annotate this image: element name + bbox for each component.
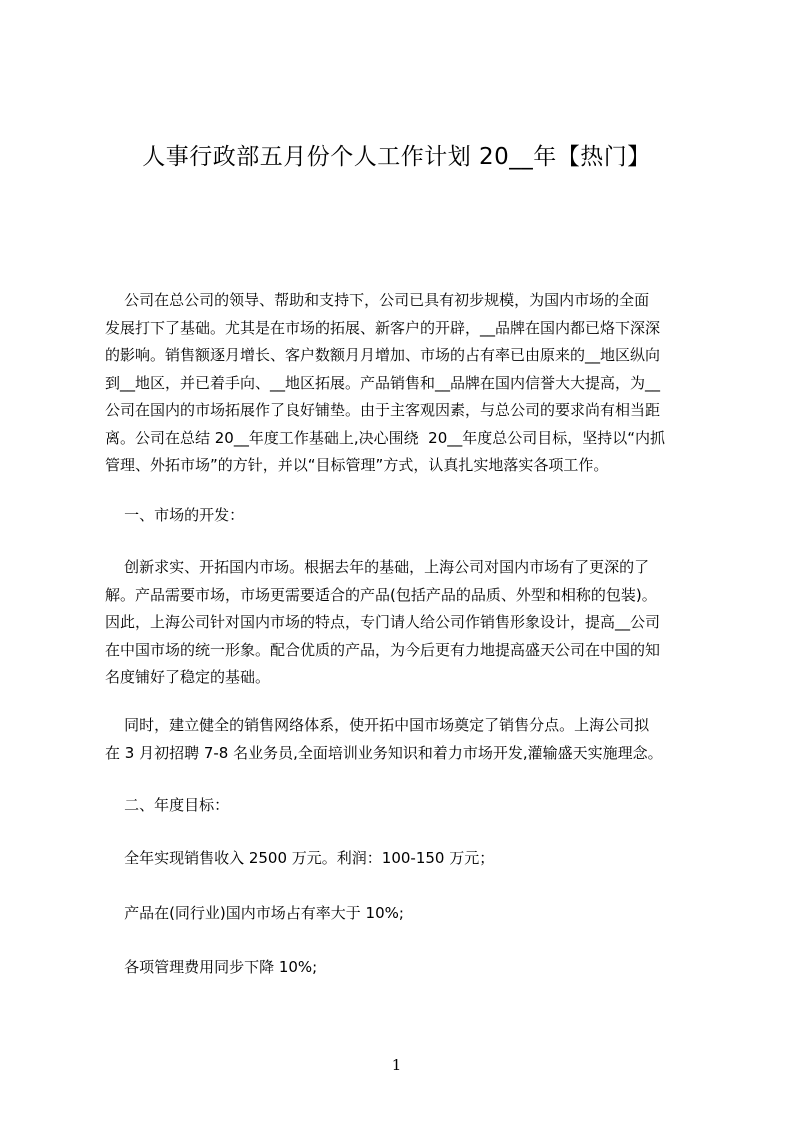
text-line: 的影响。销售额逐月增长、客户数额月月增加、市场的占有率已由原来的__地区纵向: [105, 346, 661, 364]
document-title: 人事行政部五月份个人工作计划 20__年【热门】: [142, 144, 651, 170]
page-number: 1: [391, 1056, 402, 1074]
text-line: 公司在总公司的领导、帮助和支持下，公司已具有初步规模，为国内市场的全面: [105, 291, 650, 309]
text-line: 全年实现销售收入 2500 万元。利润：100-150 万元；: [105, 849, 495, 867]
text-line: 发展打下了基础。尤其是在市场的拓展、新客户的开辟，__品牌在国内都已烙下深深: [105, 318, 661, 337]
text-line: 各项管理费用同步下降 10%;: [105, 958, 318, 976]
text-line: 离。公司在总结 20__年度工作基础上,决心围绕 20__年度总公司目标，坚持以“内抓: [105, 428, 666, 447]
paragraph-sales-network: [105, 712, 699, 767]
text-line: 到__地区，并已着手向、__地区拓展。产品销售和__品牌在国内信誉大大提高，为__: [105, 373, 661, 392]
text-line: 管理、外拓市场”的方针，并以“目标管理”方式，认真扎实地落实各项工作。: [105, 456, 609, 474]
text-line: 公司在国内的市场拓展作了良好铺垫。由于主客观因素，与总公司的要求尚有相当距: [105, 401, 661, 419]
heading-line: 一、市场的开发：: [105, 506, 245, 524]
goal-market-share: [105, 900, 699, 928]
section-heading-annual-goals: [105, 792, 699, 820]
section-heading-market: [105, 502, 699, 530]
text-line: 创新求实、开拓国内市场。根据去年的基础，上海公司对国内市场有了更深的了: [105, 558, 650, 576]
text-line: 在 3 月初招聘 7-8 名业务员,全面培训业务知识和着力市场开发,灌输盛天实施理念。: [105, 743, 663, 762]
text-line: 解。产品需要市场，市场更需要适合的产品(包括产品的品质、外型和相称的包装)。: [105, 585, 657, 604]
paragraph-market-development: [105, 554, 699, 692]
goal-sales-revenue: [105, 845, 699, 873]
text-line: 同时，建立健全的销售网络体系，使开拓中国市场奠定了销售分点。上海公司拟: [105, 716, 650, 734]
text-line: 因此，上海公司针对国内市场的特点，专门请人给公司作销售形象设计，提高__公司: [105, 613, 661, 631]
paragraph-intro: [105, 287, 699, 480]
goal-management-costs: [105, 954, 699, 982]
heading-line: 二、年度目标：: [105, 796, 230, 814]
text-line: 在中国市场的统一形象。配合优质的产品，为今后更有力地提高盛天公司在中国的知: [105, 640, 661, 659]
text-line: 产品在(同行业)国内市场占有率大于 10%;: [105, 904, 404, 922]
text-line: 名度铺好了稳定的基础。: [105, 668, 271, 686]
